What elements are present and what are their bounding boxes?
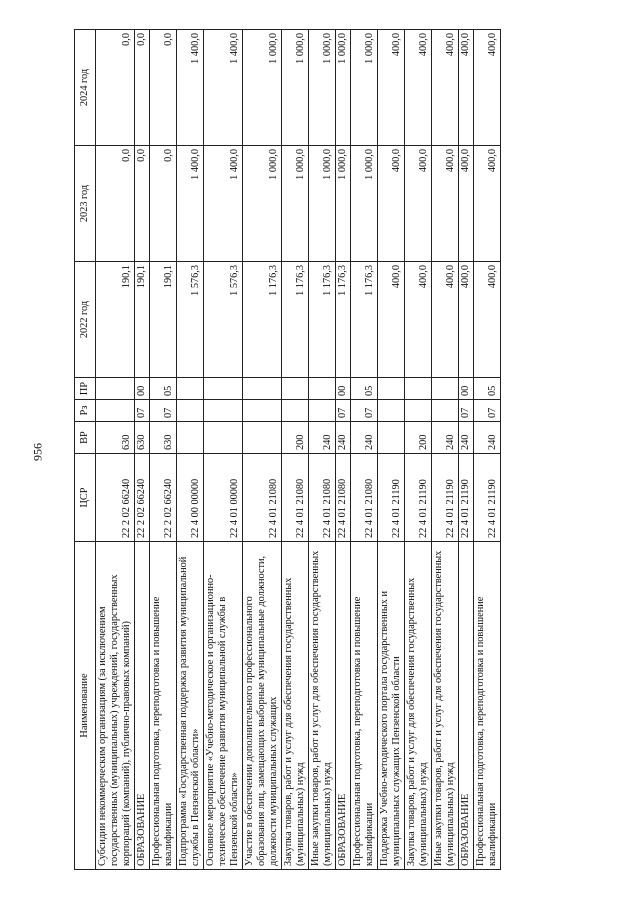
cell-y2024: 1 000,0 <box>282 30 309 146</box>
table-row <box>432 30 459 870</box>
header-2024: 2024 год <box>75 30 96 146</box>
cell-pr <box>243 378 282 400</box>
cell-vr: 240 <box>309 422 336 454</box>
cell-name: Профессиональная подготовка, переподготовка и повышение квалификации <box>150 542 177 870</box>
cell-csr: 22 4 01 00000 <box>204 454 243 542</box>
cell-rz: 07 <box>474 400 501 422</box>
cell-pr: 05 <box>351 378 378 400</box>
header-csr: ЦСР <box>75 454 96 542</box>
cell-rz <box>243 400 282 422</box>
cell-vr <box>378 422 405 454</box>
cell-pr <box>378 378 405 400</box>
cell-vr: 630 <box>135 422 150 454</box>
cell-y2023: 0,0 <box>150 146 177 262</box>
cell-rz: 07 <box>459 400 474 422</box>
cell-y2023: 400,0 <box>459 146 474 262</box>
cell-name: ОБРАЗОВАНИЕ <box>459 542 474 870</box>
cell-rz <box>378 400 405 422</box>
cell-vr: 240 <box>432 422 459 454</box>
cell-y2023: 1 000,0 <box>282 146 309 262</box>
cell-csr: 22 4 01 21190 <box>405 454 432 542</box>
cell-y2023: 400,0 <box>378 146 405 262</box>
header-name: Наименование <box>75 542 96 870</box>
cell-name: Профессиональная подготовка, переподготовка и повышение квалификации <box>351 542 378 870</box>
cell-y2022: 400,0 <box>474 262 501 378</box>
cell-name: Участие в обеспечении дополнительного профессионального образования лиц, замещающих выборные муниципальные должности, должности муниципальных служащих <box>243 542 282 870</box>
header-2022: 2022 год <box>75 262 96 378</box>
cell-y2023: 1 000,0 <box>243 146 282 262</box>
cell-csr: 22 4 01 21080 <box>243 454 282 542</box>
cell-y2023: 0,0 <box>135 146 150 262</box>
cell-y2024: 0,0 <box>96 30 135 146</box>
cell-pr <box>177 378 204 400</box>
cell-y2022: 400,0 <box>459 262 474 378</box>
cell-rz: 07 <box>336 400 351 422</box>
cell-csr: 22 2 02 66240 <box>135 454 150 542</box>
cell-csr: 22 4 01 21080 <box>336 454 351 542</box>
cell-csr: 22 4 01 21190 <box>378 454 405 542</box>
cell-y2024: 0,0 <box>150 30 177 146</box>
cell-name: Основное мероприятие «Учебно-методическое и организационно-техническое обеспечение развития муниципальной службы в Пензенской области» <box>204 542 243 870</box>
cell-y2022: 1 176,3 <box>336 262 351 378</box>
cell-y2022: 400,0 <box>405 262 432 378</box>
cell-rz <box>96 400 135 422</box>
cell-y2024: 0,0 <box>135 30 150 146</box>
cell-name: Поддержка Учебно-методического портала государственных и муниципальных служащих Пензенской области <box>378 542 405 870</box>
cell-rz <box>432 400 459 422</box>
header-2023: 2023 год <box>75 146 96 262</box>
cell-y2022: 400,0 <box>378 262 405 378</box>
cell-csr: 22 4 01 21190 <box>432 454 459 542</box>
cell-y2022: 1 176,3 <box>243 262 282 378</box>
header-pr: ПР <box>75 378 96 400</box>
cell-y2023: 1 400,0 <box>204 146 243 262</box>
cell-pr <box>204 378 243 400</box>
cell-y2022: 1 176,3 <box>351 262 378 378</box>
cell-pr <box>96 378 135 400</box>
budget-table-wrapper <box>74 30 564 870</box>
cell-y2023: 400,0 <box>474 146 501 262</box>
table-row <box>96 30 135 870</box>
cell-name: Подпрограмма «Государственная поддержка развития муниципальной службы в Пензенской области» <box>177 542 204 870</box>
cell-vr: 240 <box>351 422 378 454</box>
cell-name: Субсидии некоммерческим организациям (за исключением государственных (муниципальных) учреждений, государственных корпораций (компаний), публично-правовых компаний) <box>96 542 135 870</box>
cell-rz: 07 <box>150 400 177 422</box>
cell-csr: 22 4 00 00000 <box>177 454 204 542</box>
cell-rz <box>309 400 336 422</box>
cell-pr: 00 <box>459 378 474 400</box>
cell-y2022: 190,1 <box>150 262 177 378</box>
cell-y2023: 400,0 <box>405 146 432 262</box>
cell-y2024: 400,0 <box>474 30 501 146</box>
cell-csr: 22 4 01 21080 <box>351 454 378 542</box>
cell-pr: 05 <box>474 378 501 400</box>
cell-name: Иные закупки товаров, работ и услуг для обеспечения государственных (муниципальных) нужд <box>432 542 459 870</box>
header-rz: Рз <box>75 400 96 422</box>
cell-csr: 22 2 02 66240 <box>96 454 135 542</box>
cell-y2022: 1 176,3 <box>309 262 336 378</box>
cell-csr: 22 4 01 21080 <box>309 454 336 542</box>
cell-y2022: 190,1 <box>135 262 150 378</box>
cell-pr: 00 <box>336 378 351 400</box>
cell-pr: 05 <box>150 378 177 400</box>
cell-pr <box>282 378 309 400</box>
table-row <box>177 30 204 870</box>
cell-y2024: 400,0 <box>405 30 432 146</box>
cell-vr: 630 <box>150 422 177 454</box>
cell-rz <box>177 400 204 422</box>
cell-y2023: 1 000,0 <box>336 146 351 262</box>
header-vr: ВР <box>75 422 96 454</box>
table-row <box>204 30 243 870</box>
cell-rz <box>204 400 243 422</box>
table-row <box>309 30 336 870</box>
cell-vr: 240 <box>459 422 474 454</box>
cell-vr <box>204 422 243 454</box>
cell-y2024: 1 000,0 <box>351 30 378 146</box>
cell-name: ОБРАЗОВАНИЕ <box>336 542 351 870</box>
rotated-table-area <box>74 30 564 870</box>
cell-csr: 22 2 02 66240 <box>150 454 177 542</box>
cell-y2023: 1 000,0 <box>351 146 378 262</box>
table-row <box>135 30 150 870</box>
cell-name: Профессиональная подготовка, переподготовка и повышение квалификации <box>474 542 501 870</box>
cell-pr: 00 <box>135 378 150 400</box>
table-row <box>336 30 351 870</box>
cell-csr: 22 4 01 21190 <box>474 454 501 542</box>
cell-rz: 07 <box>135 400 150 422</box>
cell-y2024: 1 400,0 <box>204 30 243 146</box>
cell-vr: 240 <box>336 422 351 454</box>
table-row <box>474 30 501 870</box>
cell-name: Закупка товаров, работ и услуг для обеспечения государственных (муниципальных) нужд <box>405 542 432 870</box>
cell-csr: 22 4 01 21190 <box>459 454 474 542</box>
cell-pr <box>405 378 432 400</box>
cell-y2024: 400,0 <box>459 30 474 146</box>
cell-y2024: 1 000,0 <box>336 30 351 146</box>
cell-vr: 200 <box>282 422 309 454</box>
cell-y2024: 1 400,0 <box>177 30 204 146</box>
cell-y2023: 400,0 <box>432 146 459 262</box>
cell-rz <box>405 400 432 422</box>
cell-rz <box>282 400 309 422</box>
cell-y2024: 400,0 <box>378 30 405 146</box>
cell-vr: 200 <box>405 422 432 454</box>
cell-pr <box>432 378 459 400</box>
budget-table <box>74 29 501 870</box>
table-body <box>96 30 501 870</box>
cell-y2024: 1 000,0 <box>243 30 282 146</box>
cell-name: Закупка товаров, работ и услуг для обеспечения государственных (муниципальных) нужд <box>282 542 309 870</box>
cell-vr <box>243 422 282 454</box>
cell-rz: 07 <box>351 400 378 422</box>
table-row <box>351 30 378 870</box>
cell-y2023: 1 000,0 <box>309 146 336 262</box>
table-row <box>150 30 177 870</box>
cell-vr: 630 <box>96 422 135 454</box>
cell-y2022: 1 176,3 <box>282 262 309 378</box>
cell-pr <box>309 378 336 400</box>
cell-csr: 22 4 01 21080 <box>282 454 309 542</box>
table-row <box>243 30 282 870</box>
page-number: 956 <box>30 443 45 461</box>
cell-y2022: 1 576,3 <box>177 262 204 378</box>
cell-y2024: 400,0 <box>432 30 459 146</box>
table-row <box>282 30 309 870</box>
table-row <box>378 30 405 870</box>
cell-vr <box>177 422 204 454</box>
cell-y2022: 400,0 <box>432 262 459 378</box>
table-header-row <box>75 30 96 870</box>
cell-name: ОБРАЗОВАНИЕ <box>135 542 150 870</box>
cell-y2024: 1 000,0 <box>309 30 336 146</box>
table-row <box>459 30 474 870</box>
cell-y2022: 1 576,3 <box>204 262 243 378</box>
cell-y2023: 0,0 <box>96 146 135 262</box>
cell-name: Иные закупки товаров, работ и услуг для обеспечения государственных (муниципальных) нужд <box>309 542 336 870</box>
cell-y2022: 190,1 <box>96 262 135 378</box>
cell-vr: 240 <box>474 422 501 454</box>
cell-y2023: 1 400,0 <box>177 146 204 262</box>
table-row <box>405 30 432 870</box>
